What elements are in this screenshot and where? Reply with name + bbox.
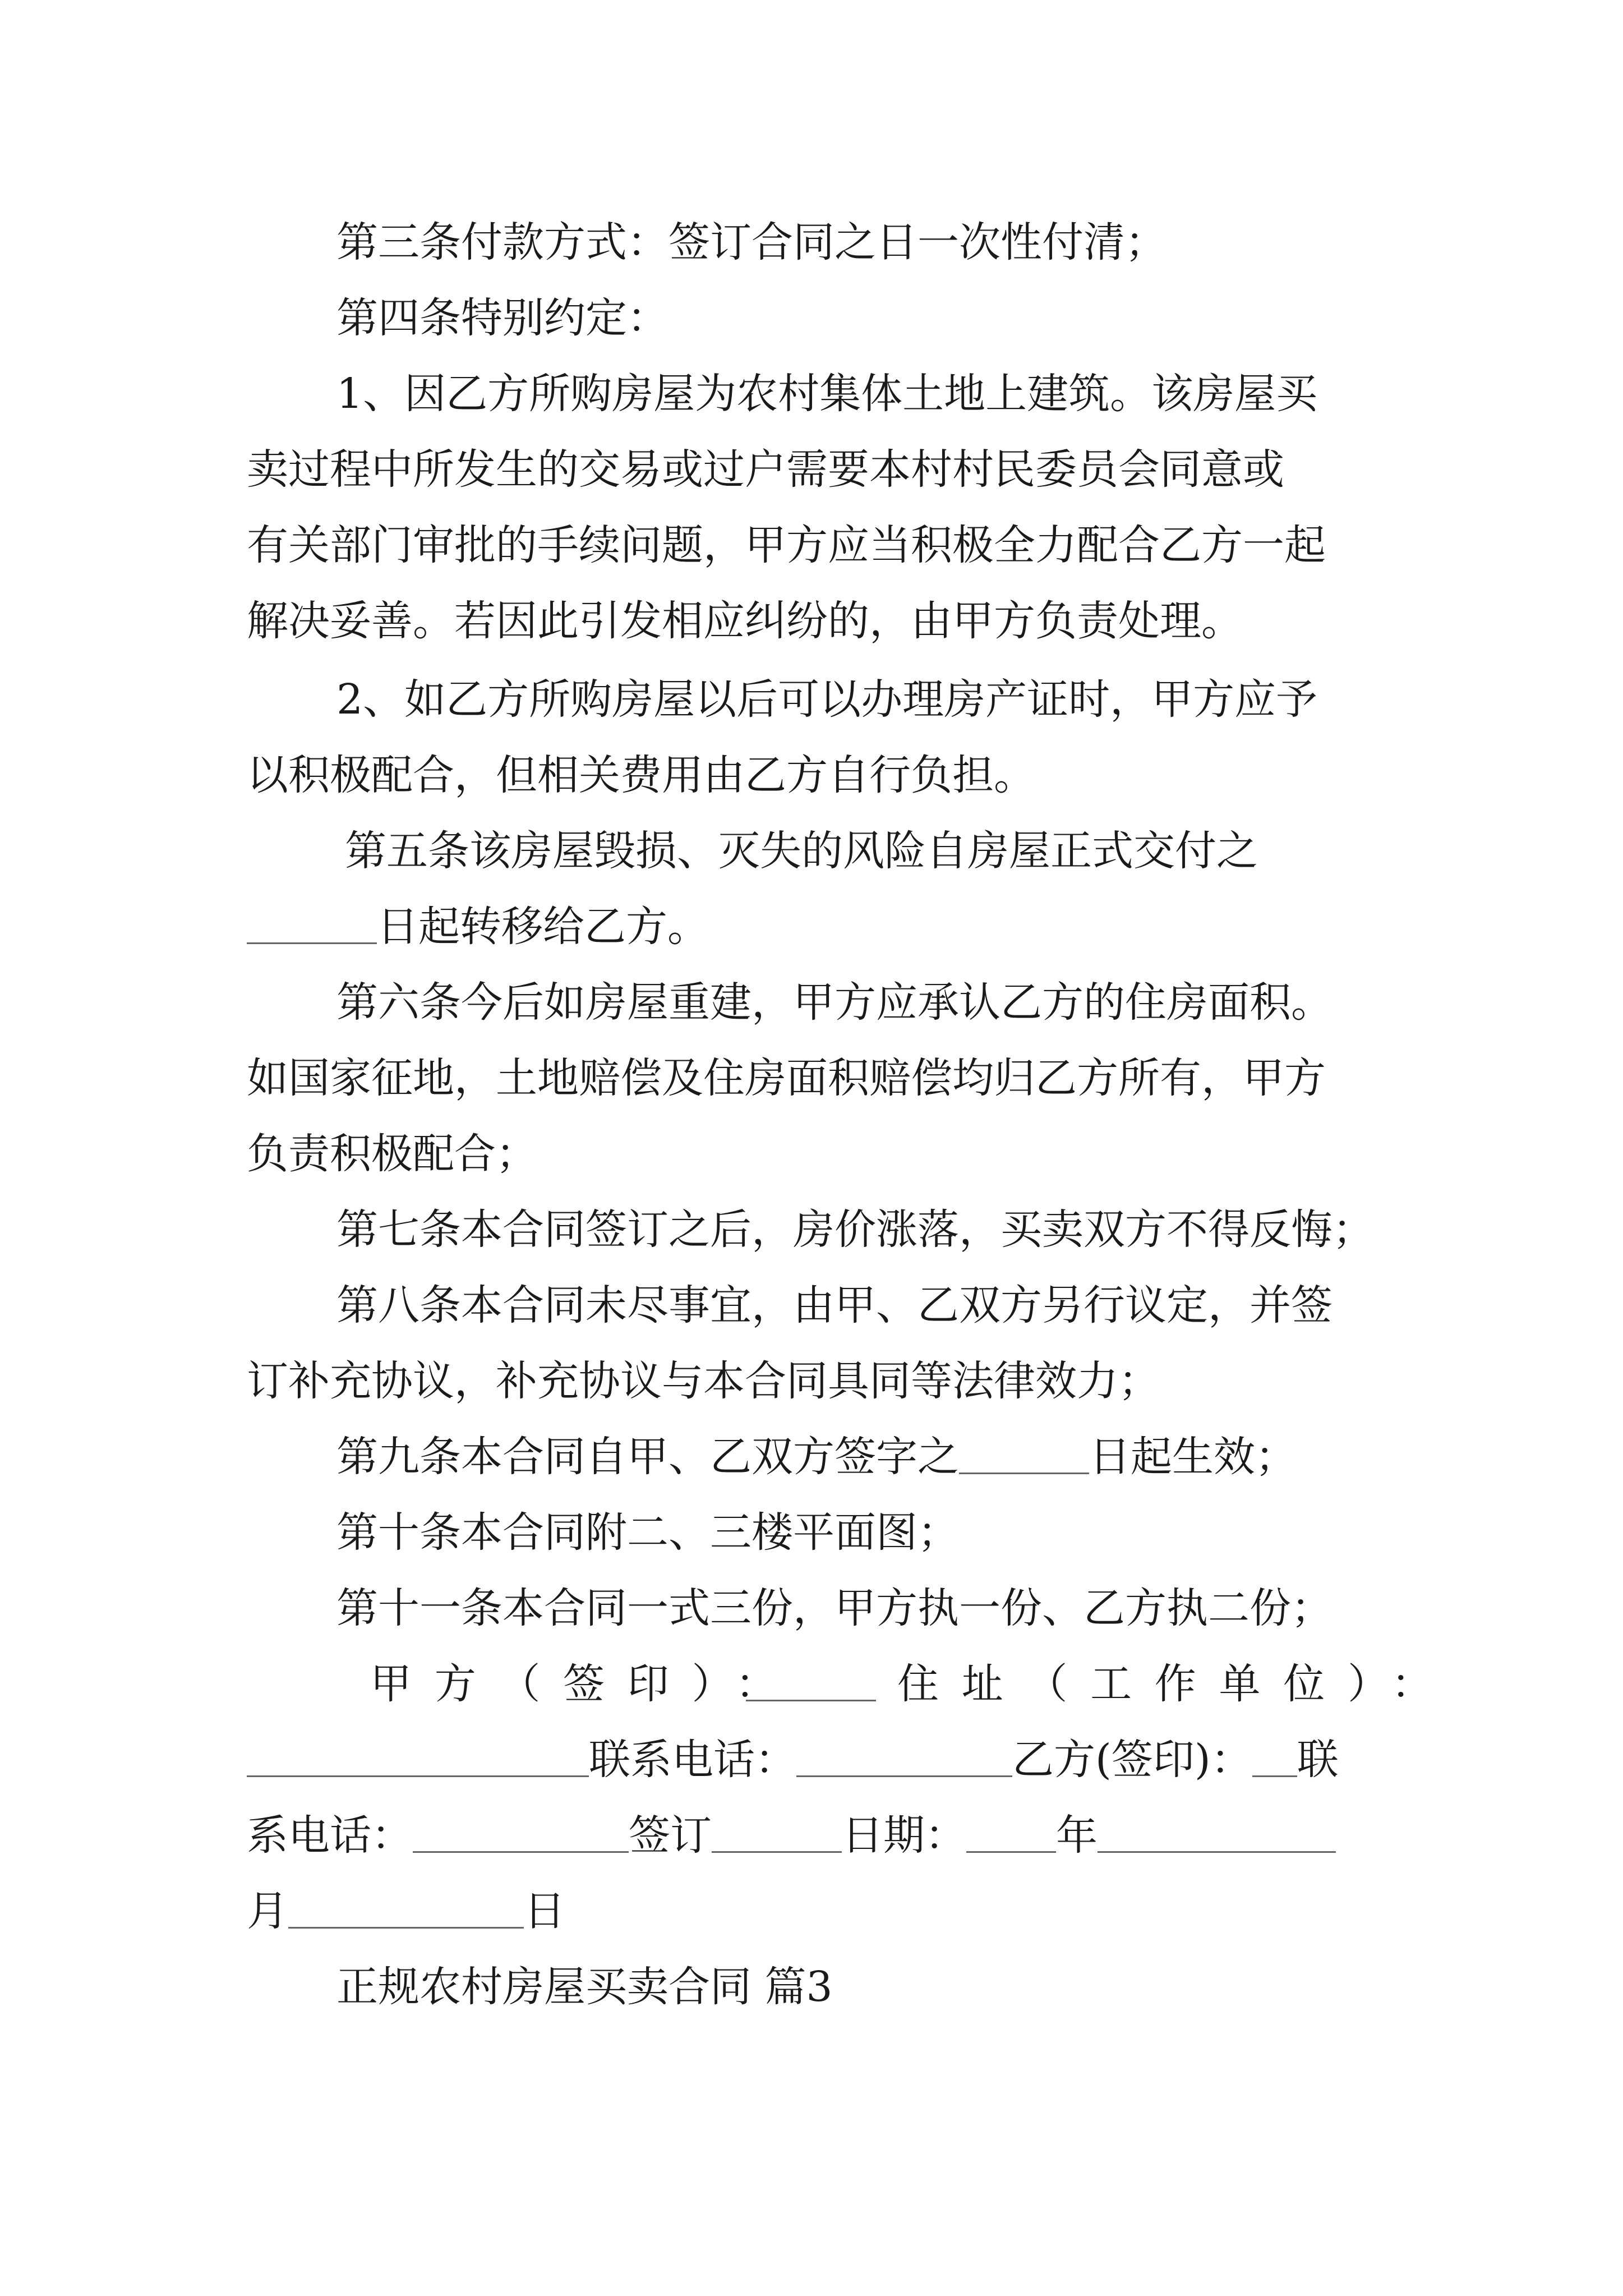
sign-line-3 <box>247 1811 1336 1860</box>
article-10: 第十条本合同附二、三楼平面图； <box>336 1508 959 1557</box>
article-9-text-before: 第九条本合同自甲、乙双方签字之 <box>336 1433 959 1481</box>
article-4-item-1-line-1: 1、因乙方所购房屋为农村集体土地上建筑。该房屋买 <box>336 370 1318 418</box>
article-5-line-2 <box>247 903 709 951</box>
article-9-text-after: 日起生效； <box>1089 1433 1297 1481</box>
article-6-line-1: 第六条今后如房屋重建，甲方应承认乙方的住房面积。 <box>336 978 1332 1027</box>
article-9 <box>336 1433 1297 1481</box>
article-11: 第十一条本合同一式三份，甲方执一份、乙方执二份； <box>336 1584 1332 1632</box>
article-5-line-1: 第五条该房屋毁损、灭失的风险自房屋正式交付之 <box>345 827 1258 875</box>
sign-line-4 <box>247 1887 565 1935</box>
sign-signed-label: 签订 <box>629 1811 712 1860</box>
article-4-item-2-line-2: 以积极配合，但相关费用由乙方自行负担。 <box>247 751 1035 799</box>
sign-date-label: 日期： <box>842 1811 966 1860</box>
sign-year-label: 年 <box>1056 1811 1098 1860</box>
article-5-text: 日起转移给乙方。 <box>377 903 709 951</box>
blank-field <box>959 1439 1089 1474</box>
article-6-line-3: 负责积极配合； <box>247 1130 537 1178</box>
blank-field <box>796 1742 1012 1777</box>
sign-party-a-blank <box>746 1663 876 1705</box>
blank-field <box>746 1666 876 1701</box>
blank-field <box>413 1818 629 1853</box>
article-4-item-1-line-2: 卖过程中所发生的交易或过户需要本村村民委员会同意或 <box>247 445 1284 494</box>
sign-party-b-label: 乙方(签印)： <box>1012 1736 1252 1784</box>
article-4-item-2-line-1: 2、如乙方所购房屋以后可以办理房产证时，甲方应予 <box>336 675 1318 724</box>
sign-day-label: 日 <box>524 1887 565 1935</box>
sign-line-2 <box>247 1736 1339 1784</box>
article-8-line-2: 订补充协议，补充协议与本合同具同等法律效力； <box>247 1357 1160 1405</box>
blank-field <box>1098 1818 1336 1853</box>
article-8-line-1: 第八条本合同未尽事宜，由甲、乙双方另行议定，并签 <box>336 1281 1332 1329</box>
article-4-title: 第四条特别约定： <box>336 294 668 342</box>
article-4-item-1-line-4: 解决妥善。若因此引发相应纠纷的，由甲方负责处理。 <box>247 597 1243 645</box>
article-6-line-2: 如国家征地，土地赔偿及住房面积赔偿均归乙方所有，甲方 <box>247 1054 1326 1102</box>
sign-party-a-label: 甲方（签印）： <box>370 1660 800 1708</box>
sign-phone-1-label: 联系电话： <box>589 1736 796 1784</box>
article-4-item-1-line-3: 有关部门审批的手续问题，甲方应当积极全力配合乙方一起 <box>247 521 1326 569</box>
next-section-title: 正规农村房屋买卖合同 篇3 <box>336 1963 833 2011</box>
blank-field <box>247 1742 589 1777</box>
blank-field <box>1252 1742 1297 1777</box>
sign-phone-2-label: 系电话： <box>247 1811 413 1860</box>
sign-lian-char: 联 <box>1297 1736 1339 1784</box>
blank-field <box>288 1893 524 1929</box>
article-7: 第七条本合同签订之后，房价涨落，买卖双方不得反悔； <box>336 1205 1374 1254</box>
blank-field <box>966 1818 1056 1853</box>
article-3: 第三条付款方式：签订合同之日一次性付清； <box>336 218 1166 266</box>
sign-address-label: 住址（工作单位）： <box>897 1660 1456 1708</box>
blank-field <box>712 1818 842 1853</box>
blank-field <box>247 909 377 944</box>
sign-month-label: 月 <box>247 1887 288 1935</box>
